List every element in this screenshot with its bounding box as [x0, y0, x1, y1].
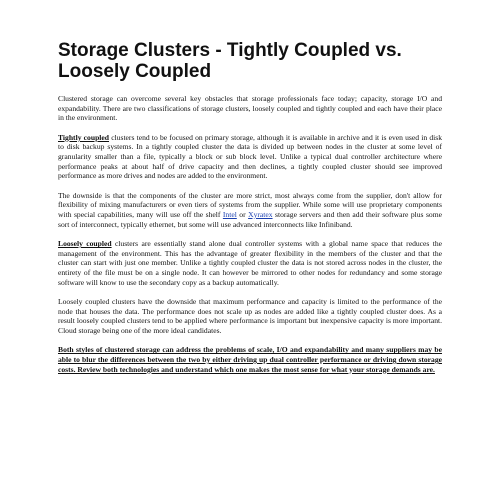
document-page — [58, 40, 442, 384]
conclusion-paragraph: Both styles of clustered storage can address the problems of scale, I/O and expandability and many suppliers may be able to blur the differences between the two by either driving up dual controller performance or driving down storage costs. Review both technologies and understand which one makes the most sense for what your storage demands are. — [58, 345, 442, 374]
intel-link[interactable]: Intel — [222, 209, 237, 219]
downside-paragraph — [58, 191, 442, 229]
intro-paragraph: Clustered storage can overcome several key obstacles that storage professionals face today; capacity, storage I/O and expandability. There are two classifications of storage clusters, loosely coupled and tightly coupled and each have their place in the environment. — [58, 94, 442, 123]
xyratex-link[interactable]: Xyratex — [248, 209, 273, 219]
page-title: Storage Clusters - Tightly Coupled vs. Loosely Coupled — [58, 40, 402, 82]
downside-text-3: storage servers and then add their software plus some sort of interconnect, typically ethernet, but some will use advanced interconnects like Infiniband. — [58, 209, 443, 229]
tightly-coupled-text: clusters tend to be focused on primary storage, although it is available in archive and it is even used in disk to disk backup systems. In a tightly coupled cluster the data is divided up between nodes in the cluster at some level of granularity smaller than a file, typically a block or sub block level. Unlike a typical dual controller architecture where performance peaks at about half of drive capacity and then declines, a tightly coupled cluster should see improved performance as more drives and nodes are added to the environment. — [58, 132, 442, 181]
loosely-coupled-text: clusters are essentially stand alone dual controller systems with a global name space that reduces the management of the environment. This has the advantage of greater flexibility in the members of the cluster and that the cluster can start with just one member. Unlike a tightly coupled cluster the data is not stored across nodes in the cluster, the entirety of the file must be on a single node. It can however be mirrored to other nodes for redundancy and some storage software will know to use the secondary copy as a backup automatically. — [58, 239, 442, 287]
tightly-coupled-term: Tightly coupled — [58, 132, 110, 142]
loosely-coupled-term: Loosely coupled — [58, 239, 112, 249]
loosely-downside-paragraph: Loosely coupled clusters have the downside that maximum performance and capacity is limited to the performance of the node that houses the data. The performance does not scale up as nodes are added like a tightly coupled cluster does. As a result loosely coupled clusters tend to be applied where performance is important but inexpensive capacity is more important. Cloud storage being one of the more ideal candidates. — [58, 297, 442, 335]
downside-text-2: or — [236, 209, 249, 219]
downside-text-1: The downside is that the components of the cluster are more strict, most always come from the supplier, don't allow for flexibility of mixing manufacturers or even tiers of systems from the supplier. While some will use proprietary components with special capabilities, many will use off the shelf — [58, 190, 442, 219]
loosely-coupled-paragraph — [58, 239, 442, 287]
tightly-coupled-paragraph — [58, 133, 442, 181]
